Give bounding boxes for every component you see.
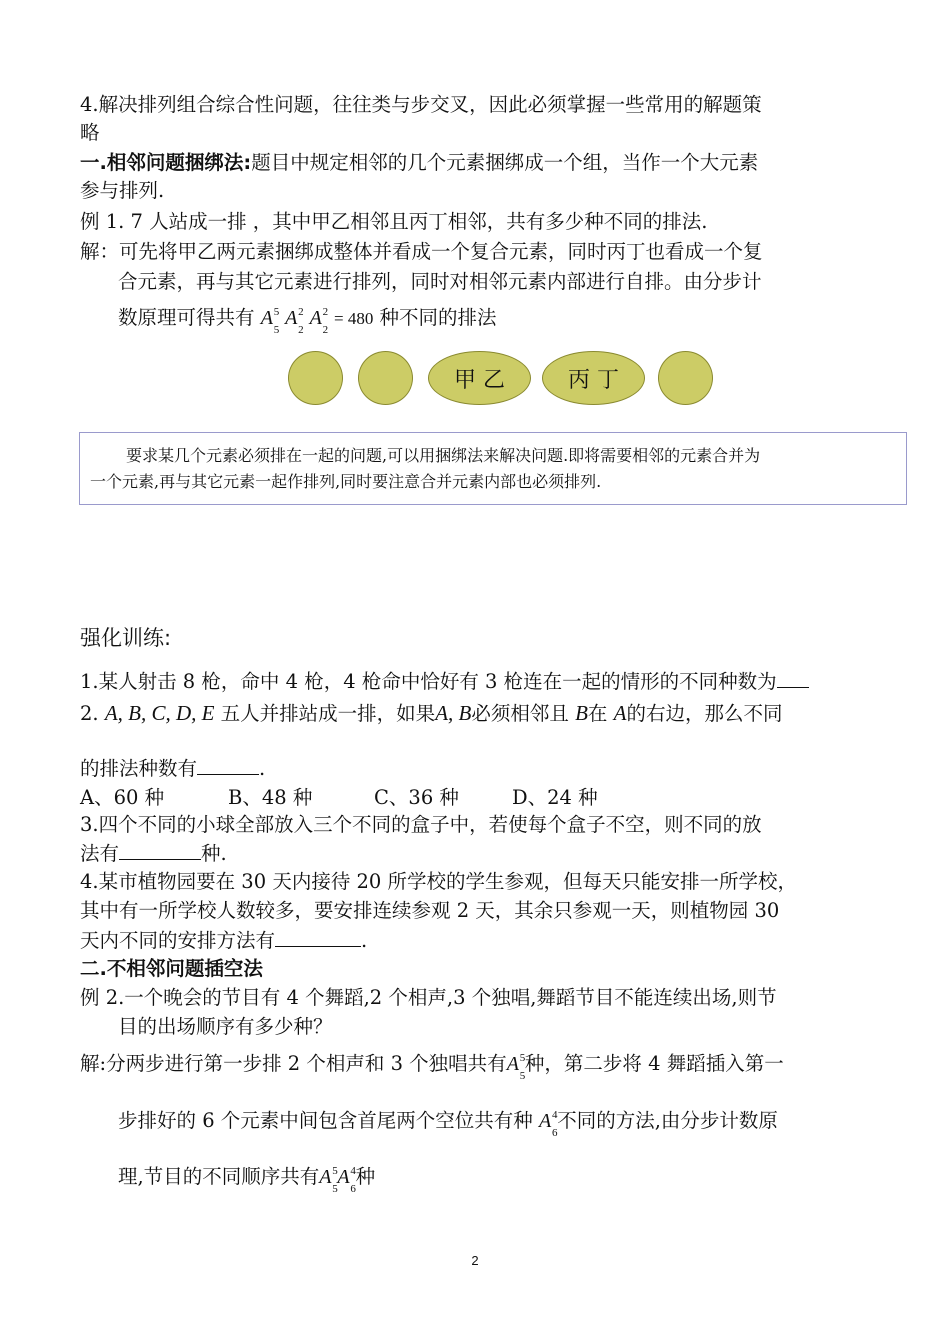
practice-q2-line2: 的排法种数有 . xyxy=(80,754,265,783)
q2-text-a: 五人并排站成一排，如果 xyxy=(220,702,436,725)
q2-text-d: 的右边，那么不同 xyxy=(626,702,783,725)
ex2-s1-pre: 解:分两步进行第一步排 2 个相声和 3 个独唱共有 xyxy=(80,1052,507,1075)
formula-result: = 480 xyxy=(333,309,374,328)
formula-a64-2: A 4 6 xyxy=(337,1165,356,1195)
section-2-heading: 二.不相邻问题插空法 xyxy=(80,957,263,980)
intro-line-2: 略 xyxy=(80,121,100,144)
formula-a22-1: A 2 2 xyxy=(285,306,304,336)
answer-blank-q2 xyxy=(197,754,259,775)
formula-a55: A 5 5 xyxy=(260,306,280,336)
practice-q3-line2 xyxy=(80,839,227,868)
answer-blank-q1 xyxy=(777,667,809,688)
answer-blank-q3 xyxy=(119,839,201,860)
ex2-s2-pre: 步排好的 6 个元素中间包含首尾两个空位共有种 xyxy=(118,1109,533,1132)
example-1-solution-3-post: 种不同的排法 xyxy=(379,306,497,329)
q2-line2-text: 的排法种数有 xyxy=(80,757,198,780)
q3-line2-post: 种. xyxy=(201,842,227,865)
practice-q4-line1: 4.某市植物园要在 30 天内接待 20 所学校的学生参观，但每天只能安排一所学校， xyxy=(80,870,798,893)
q2-var-ab: A, B xyxy=(435,701,472,725)
q3-line2-pre: 法有 xyxy=(80,842,120,865)
ex2-s3-post: 种 xyxy=(355,1165,376,1188)
bundle-circle-bing-ding: 丙 丁 xyxy=(542,351,645,405)
answer-blank-q4 xyxy=(275,926,361,947)
formula-a22-2: A 2 2 xyxy=(309,306,329,336)
section-1-text-2: 参与排列. xyxy=(80,179,165,202)
example-1-question: 例 1. 7 人站成一排 ，其中甲乙相邻且丙丁相邻，共有多少种不同的排法. xyxy=(80,210,708,233)
q2-text-c: 在 xyxy=(587,702,608,725)
page-number: 2 xyxy=(471,1253,479,1268)
ex2-s1-post: 种，第二步将 4 舞蹈插入第一 xyxy=(524,1052,784,1075)
note-line-2: 一个元素,再与其它元素一起作排列,同时要注意合并元素内部也必须排列. xyxy=(90,472,602,491)
choice-a: A、60 种 xyxy=(80,786,165,809)
element-circle-1 xyxy=(288,351,343,405)
example-1-solution-1: 解：可先将甲乙两元素捆绑成整体并看成一个复合元素，同时丙丁也看成一个复 xyxy=(80,240,763,263)
choice-b: B、48 种 xyxy=(228,786,313,809)
section-1-heading: 一.相邻问题捆绑法: xyxy=(80,151,252,174)
q2-variables: A, B, C, D, E xyxy=(104,701,215,725)
formula-a64: A 4 6 xyxy=(539,1109,558,1139)
practice-q1-text: 1.某人射击 8 枪，命中 4 枪，4 枪命中恰好有 3 枪连在一起的情形的不同种数为 xyxy=(80,670,777,693)
choice-c: C、36 种 xyxy=(374,786,459,809)
section-1-text: 题目中规定相邻的几个元素捆绑成一个组，当作一个大元素 xyxy=(251,151,759,174)
practice-q4-line2: 其中有一所学校人数较多，要安排连续参观 2 天，其余只参观一天，则植物园 30 xyxy=(80,899,780,922)
example-1-solution-3-pre: 数原理可得共有 xyxy=(118,306,255,329)
q2-number: 2. xyxy=(80,702,99,725)
ex2-s3-pre: 理,节目的不同顺序共有 xyxy=(118,1165,320,1188)
example-2-question-2: 目的出场顺序有多少种？ xyxy=(118,1015,333,1038)
example-2-question-1: 例 2.一个晚会的节目有 4 个舞蹈,2 个相声,3 个独唱,舞蹈节目不能连续出场,则节 xyxy=(80,986,777,1009)
practice-q3-line1: 3.四个不同的小球全部放入三个不同的盒子中，若使每个盒子不空，则不同的放 xyxy=(80,813,762,836)
note-box xyxy=(79,432,907,505)
q4-line3-text: 天内不同的安排方法有 xyxy=(80,929,276,952)
practice-q2-line1 xyxy=(80,699,782,728)
q2-text-b: 必须相邻且 xyxy=(471,702,569,725)
ex2-s2-post: 不同的方法,由分步计数原 xyxy=(557,1109,778,1132)
practice-q1 xyxy=(80,667,809,696)
practice-q4-line3: 天内不同的安排方法有 . xyxy=(80,926,367,955)
element-circle-5 xyxy=(658,351,713,405)
choice-d: D、24 种 xyxy=(512,786,598,809)
example-1-solution-3 xyxy=(118,304,497,336)
formula-a55-2: A 5 5 xyxy=(319,1165,338,1195)
bundle-circle-jia-yi: 甲 乙 xyxy=(428,351,531,405)
formula-a55-ex2: A 5 5 xyxy=(506,1052,526,1082)
example-2-solution-3 xyxy=(118,1163,376,1195)
example-1-solution-2: 合元素，再与其它元素进行排列，同时对相邻元素内部进行自排。由分步计 xyxy=(118,270,762,293)
example-2-solution-2 xyxy=(118,1107,778,1139)
section-1-line xyxy=(80,149,758,177)
note-line-1: 要求某几个元素必须排在一起的问题,可以用捆绑法来解决问题.即将需要相邻的元素合并为 xyxy=(126,446,761,465)
example-2-solution-1 xyxy=(80,1050,784,1082)
intro-line-1: 4.解决排列组合综合性问题，往往类与步交叉，因此必须掌握一些常用的解题策 xyxy=(80,93,762,116)
element-circle-2 xyxy=(358,351,413,405)
q2-var-a: A xyxy=(613,701,627,725)
q2-var-b: B xyxy=(575,701,588,725)
practice-title: 强化训练: xyxy=(80,626,172,650)
